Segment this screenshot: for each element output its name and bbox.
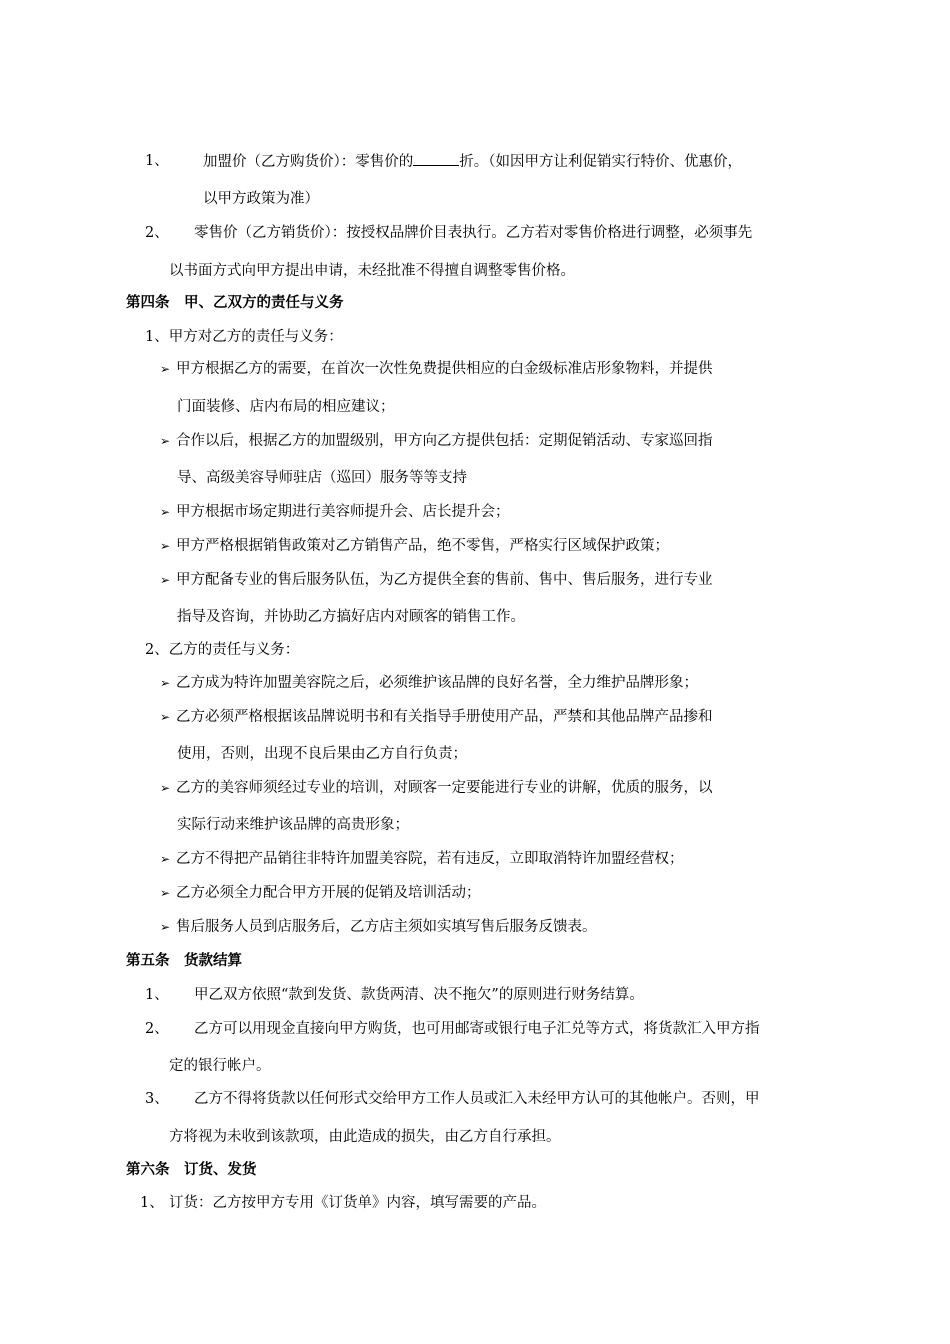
arrow-bullet-icon: ➢ bbox=[160, 920, 171, 934]
bullet-text: 甲方配备专业的售后服务队伍，为乙方提供全套的售前、售中、售后服务，进行专业 bbox=[176, 572, 713, 588]
bullet-item bbox=[160, 778, 713, 798]
article-5-item-1: 甲乙双方依照“款到发货、款货两清、决不拖欠”的原则进行财务结算。 bbox=[194, 987, 644, 1003]
bullet-text: 乙方成为特许加盟美容院之后，必须维护该品牌的良好名誉，全力维护品牌形象； bbox=[176, 675, 698, 691]
article-4-title: 第四条 甲、乙双方的责任与义务 bbox=[126, 294, 344, 311]
arrow-bullet-icon: ➢ bbox=[160, 886, 171, 900]
arrow-bullet-icon: ➢ bbox=[160, 710, 171, 724]
arrow-bullet-icon: ➢ bbox=[160, 781, 171, 795]
article-5-item-3-line2: 方将视为未收到该款项，由此造成的损失，由乙方自行承担。 bbox=[169, 1129, 561, 1145]
article-5-item-2-number: 2、 bbox=[145, 1021, 169, 1037]
bullet-item bbox=[160, 883, 481, 903]
bullet-continuation: 导、高级美容导师驻店（巡回）服务等等支持 bbox=[177, 470, 467, 486]
bullet-continuation: 指导及咨询，并协助乙方搞好店内对顾客的销售工作。 bbox=[177, 609, 525, 625]
article-4-subtitle-1: 1、甲方对乙方的责任与义务： bbox=[145, 329, 343, 345]
article-5-title: 第五条 货款结算 bbox=[126, 952, 242, 969]
bullet-item bbox=[160, 707, 713, 727]
price-item-2-line1: 零售价（乙方销货价）：按授权品牌价目表执行。乙方若对零售价格进行调整，必须事先 bbox=[194, 225, 753, 241]
article-4-subtitle-2: 2、乙方的责任与义务： bbox=[145, 642, 300, 658]
price-item-2-number: 2、 bbox=[145, 225, 169, 241]
article-6-title: 第六条 订货、发货 bbox=[126, 1161, 257, 1178]
bullet-continuation: 使用，否则，出现不良后果由乙方自行负责； bbox=[177, 746, 467, 762]
bullet-text: 乙方不得把产品销往非特许加盟美容院，若有违反，立即取消特许加盟经营权； bbox=[176, 851, 684, 867]
article-6-item-1-number: 1、 bbox=[140, 1195, 164, 1211]
bullet-text: 乙方的美容师须经过专业的培训，对顾客一定要能进行专业的讲解，优质的服务，以 bbox=[176, 780, 713, 796]
bullet-item bbox=[160, 431, 713, 451]
article-5-item-2-line2: 定的银行帐户。 bbox=[169, 1058, 271, 1074]
blank-line bbox=[413, 151, 459, 166]
bullet-text: 甲方根据市场定期进行美容师提升会、店长提升会； bbox=[176, 504, 510, 520]
article-5-item-2-line1: 乙方可以用现金直接向甲方购货，也可用邮寄或银行电子汇兑等方式，将货款汇入甲方指 bbox=[194, 1021, 760, 1037]
bullet-text: 合作以后，根据乙方的加盟级别，甲方向乙方提供包括：定期促销活动、专家巡回指 bbox=[176, 433, 713, 449]
article-6-item-1: 订货：乙方按甲方专用《订货单》内容，填写需要的产品。 bbox=[169, 1195, 546, 1211]
bullet-text: 甲方严格根据销售政策对乙方销售产品，绝不零售，严格实行区域保护政策； bbox=[176, 538, 669, 554]
item-number: 1、 bbox=[145, 153, 169, 169]
arrow-bullet-icon: ➢ bbox=[160, 434, 171, 448]
arrow-bullet-icon: ➢ bbox=[160, 539, 171, 553]
arrow-bullet-icon: ➢ bbox=[160, 362, 171, 376]
item-text: 折。（如因甲方让利促销实行特价、优惠价， bbox=[459, 154, 742, 170]
price-item-2-line2: 以书面方式向甲方提出申请，未经批准不得擅自调整零售价格。 bbox=[169, 263, 575, 279]
bullet-item bbox=[160, 570, 713, 590]
article-5-item-3-number: 3、 bbox=[145, 1091, 169, 1107]
arrow-bullet-icon: ➢ bbox=[160, 676, 171, 690]
bullet-item bbox=[160, 502, 510, 522]
bullet-continuation: 门面装修、店内布局的相应建议； bbox=[177, 399, 395, 415]
bullet-item bbox=[160, 849, 684, 869]
price-item-1 bbox=[145, 151, 169, 171]
bullet-continuation: 实际行动来维护该品牌的高贵形象； bbox=[177, 817, 409, 833]
arrow-bullet-icon: ➢ bbox=[160, 573, 171, 587]
bullet-text: 乙方必须严格根据该品牌说明书和有关指导手册使用产品，严禁和其他品牌产品掺和 bbox=[176, 709, 713, 725]
article-5-item-1-number: 1、 bbox=[145, 987, 169, 1003]
bullet-item bbox=[160, 917, 597, 937]
price-item-1-text bbox=[203, 151, 742, 172]
arrow-bullet-icon: ➢ bbox=[160, 852, 171, 866]
arrow-bullet-icon: ➢ bbox=[160, 505, 171, 519]
bullet-item bbox=[160, 673, 698, 693]
bullet-item bbox=[160, 536, 669, 556]
bullet-item bbox=[160, 359, 713, 379]
item-text: 加盟价（乙方购货价）：零售价的 bbox=[203, 154, 414, 170]
bullet-text: 售后服务人员到店服务后，乙方店主须如实填写售后服务反馈表。 bbox=[176, 919, 597, 935]
price-item-1-line2: 以甲方政策为准） bbox=[203, 191, 319, 207]
bullet-text: 甲方根据乙方的需要，在首次一次性免费提供相应的白金级标准店形象物料，并提供 bbox=[176, 361, 713, 377]
bullet-text: 乙方必须全力配合甲方开展的促销及培训活动； bbox=[176, 885, 481, 901]
article-5-item-3-line1: 乙方不得将货款以任何形式交给甲方工作人员或汇入未经甲方认可的其他帐户。否则，甲 bbox=[194, 1091, 760, 1107]
